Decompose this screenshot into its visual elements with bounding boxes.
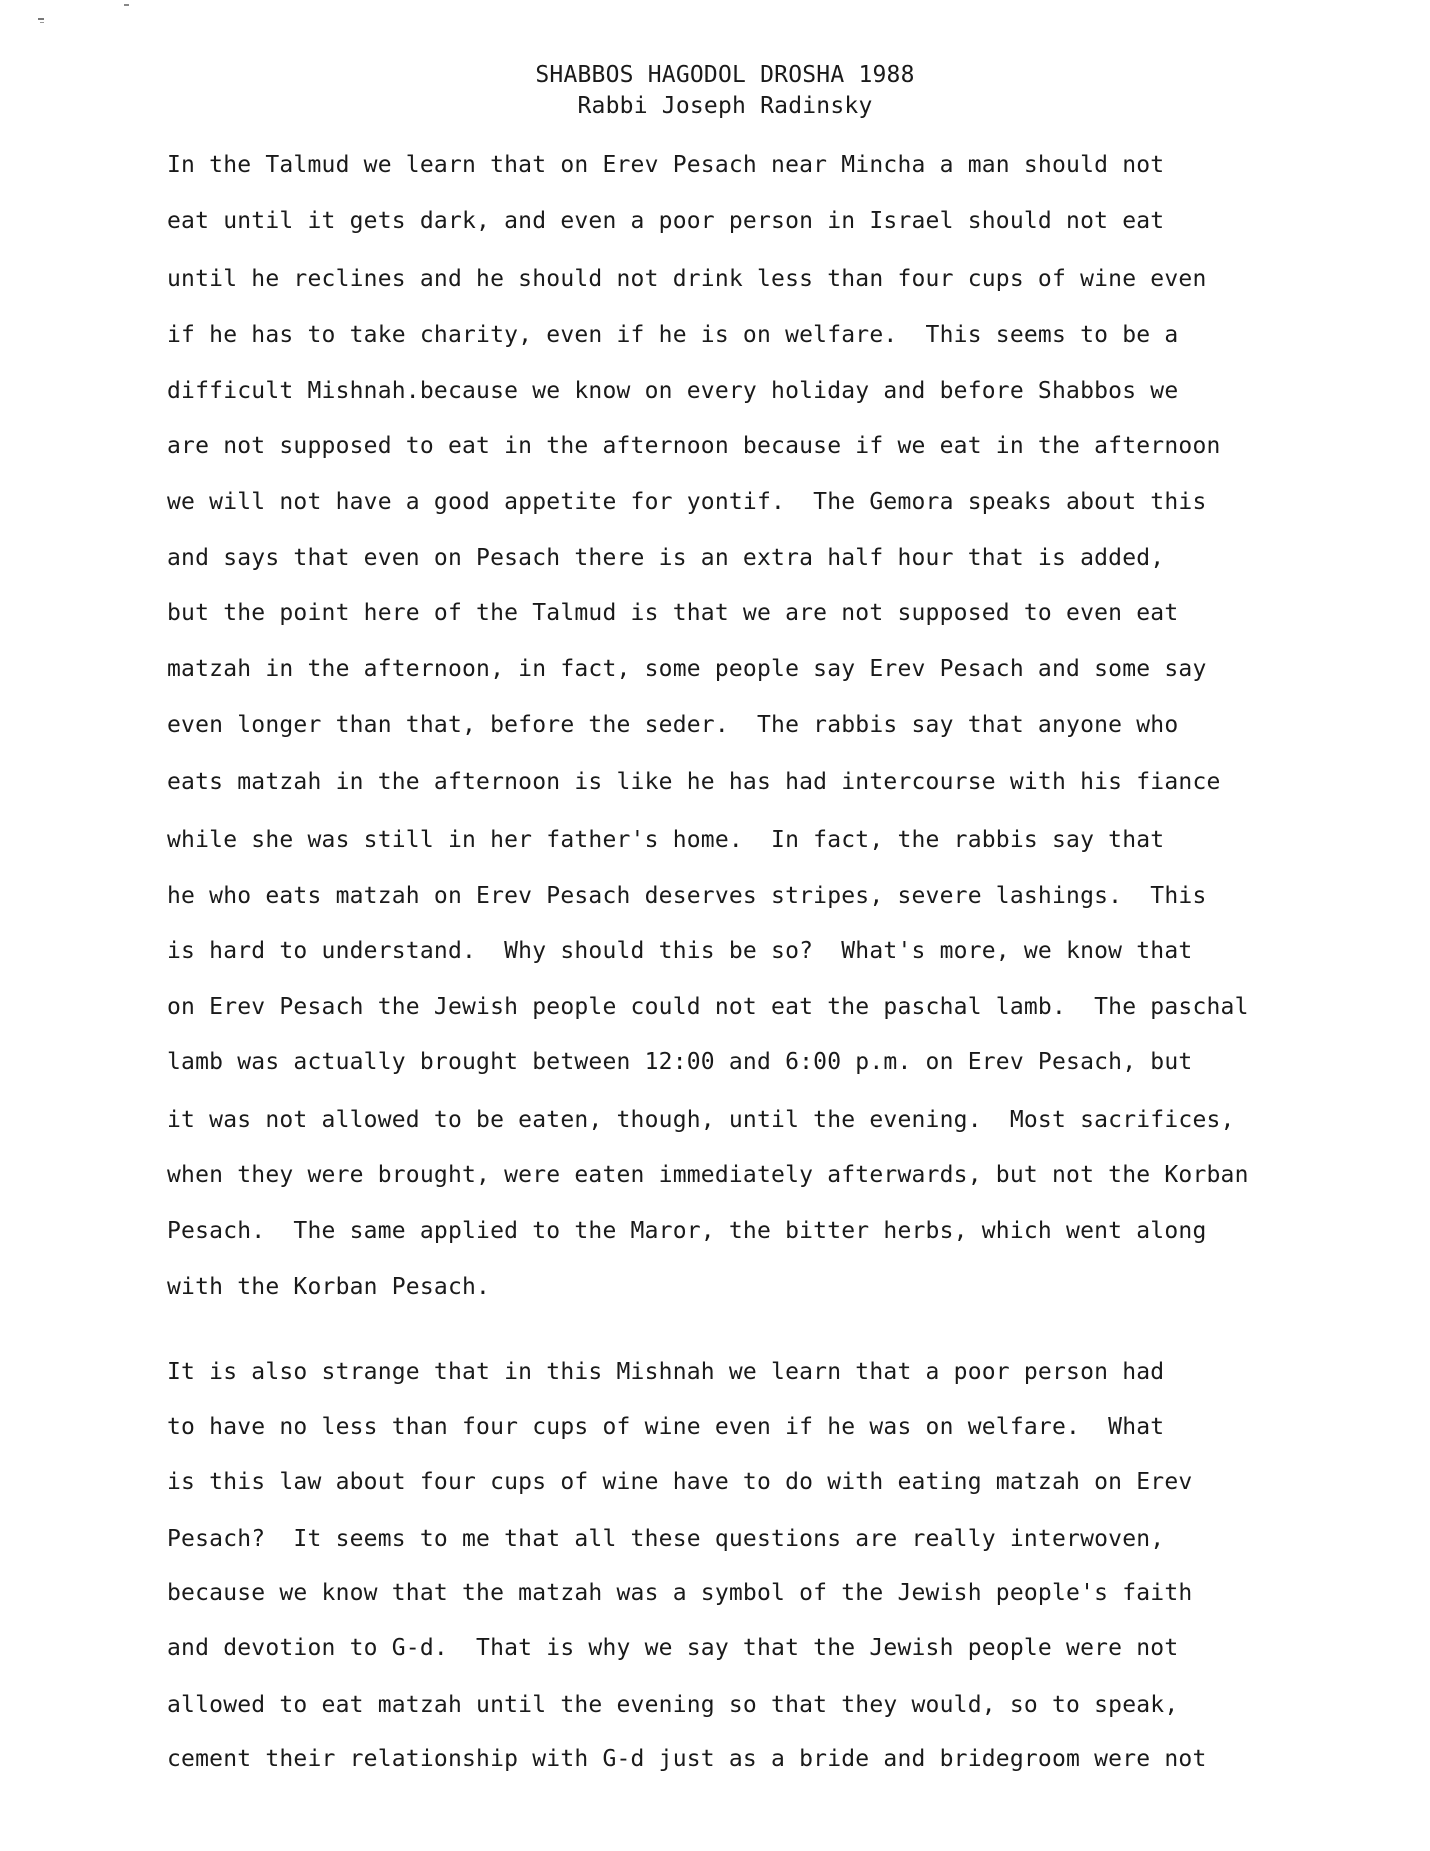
text-line: until he reclines and he should not drink less than four cups of wine even: [167, 266, 1207, 292]
text-line: if he has to take charity, even if he is on welfare. This seems to be a: [167, 322, 1179, 348]
scan-speck: [40, 22, 44, 23]
text-line: while she was still in her father's home. In fact, the rabbis say that: [167, 827, 1165, 853]
text-line: with the Korban Pesach.: [167, 1274, 491, 1300]
text-line: we will not have a good appetite for yontif. The Gemora speaks about this: [167, 489, 1207, 515]
text-line: eat until it gets dark, and even a poor person in Israel should not eat: [167, 208, 1165, 234]
text-line: he who eats matzah on Erev Pesach deserves stripes, severe lashings. This: [167, 883, 1207, 909]
text-line: In the Talmud we learn that on Erev Pesach near Mincha a man should not: [167, 152, 1165, 178]
text-line: to have no less than four cups of wine even if he was on welfare. What: [167, 1414, 1165, 1440]
text-line: and devotion to G-d. That is why we say that the Jewish people were not: [167, 1635, 1179, 1661]
scan-speck: [38, 18, 44, 20]
scan-speck: [124, 4, 129, 6]
text-line: cement their relationship with G-d just as a bride and bridegroom were not: [167, 1746, 1207, 1772]
text-line: when they were brought, were eaten immediately afterwards, but not the Korban: [167, 1162, 1249, 1188]
text-line: lamb was actually brought between 12:00 and 6:00 p.m. on Erev Pesach, but: [167, 1049, 1193, 1075]
text-line: on Erev Pesach the Jewish people could not eat the paschal lamb. The paschal: [167, 994, 1249, 1020]
text-line: is hard to understand. Why should this be so? What's more, we know that: [167, 938, 1193, 964]
document-title: SHABBOS HAGODOL DROSHA 1988: [535, 62, 915, 88]
text-line: It is also strange that in this Mishnah we learn that a poor person had: [167, 1359, 1165, 1385]
document-header: [0, 60, 1430, 122]
text-line: it was not allowed to be eaten, though, until the evening. Most sacrifices,: [167, 1107, 1235, 1133]
text-line: Pesach? It seems to me that all these questions are really interwoven,: [167, 1526, 1165, 1552]
text-line: but the point here of the Talmud is that we are not supposed to even eat: [167, 600, 1179, 626]
text-line: is this law about four cups of wine have to do with eating matzah on Erev: [167, 1469, 1193, 1495]
document-author: Rabbi Joseph Radinsky: [577, 93, 873, 119]
text-line: eats matzah in the afternoon is like he has had intercourse with his fiance: [167, 769, 1221, 795]
text-line: and says that even on Pesach there is an extra half hour that is added,: [167, 545, 1165, 571]
text-line: allowed to eat matzah until the evening so that they would, so to speak,: [167, 1692, 1179, 1718]
text-line: matzah in the afternoon, in fact, some people say Erev Pesach and some say: [167, 656, 1207, 682]
text-line: even longer than that, before the seder. The rabbis say that anyone who: [167, 712, 1179, 738]
text-line: because we know that the matzah was a symbol of the Jewish people's faith: [167, 1580, 1193, 1606]
text-line: difficult Mishnah.because we know on every holiday and before Shabbos we: [167, 378, 1179, 404]
text-line: are not supposed to eat in the afternoon because if we eat in the afternoon: [167, 433, 1221, 459]
text-line: Pesach. The same applied to the Maror, the bitter herbs, which went along: [167, 1218, 1207, 1244]
